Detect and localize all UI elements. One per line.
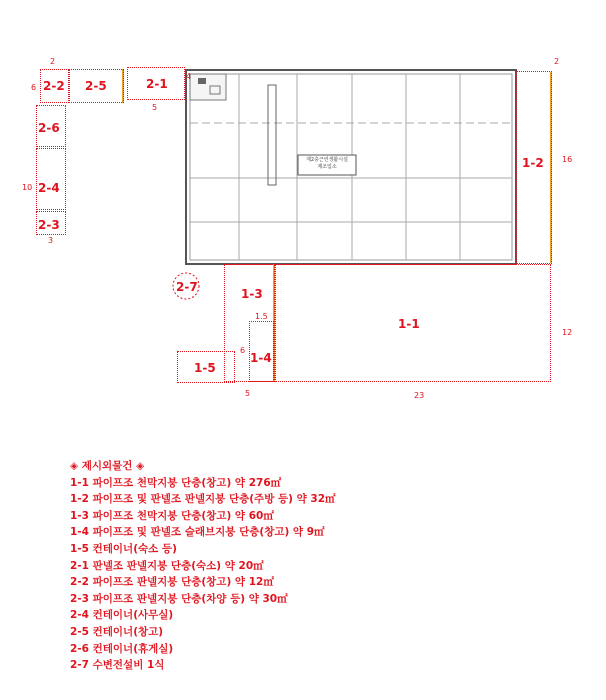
legend-item: 2-2 파이프조 판넬지붕 단층(창고) 약 12㎡ xyxy=(70,576,274,589)
dim-2-top-left: 2 xyxy=(50,57,56,66)
building-sign-line1: 제2층근린생활시설 xyxy=(306,157,348,163)
legend-item: 2-3 파이프조 판넬지붕 단층(차양 등) 약 30㎡ xyxy=(70,592,288,605)
zone-label-2-7: 2-7 xyxy=(176,280,198,294)
dim-4: 4 xyxy=(186,72,192,81)
building-spine xyxy=(268,85,276,185)
dim-3: 3 xyxy=(48,236,54,245)
legend-item: 2-7 수변전설비 1식 xyxy=(70,659,165,672)
zone-label-1-3: 1-3 xyxy=(241,287,263,301)
zone-label-2-6: 2-6 xyxy=(38,121,60,135)
zone-label-2-4: 2-4 xyxy=(38,181,60,195)
legend-item: 1-3 파이프조 천막지붕 단층(창고) 약 60㎡ xyxy=(70,509,274,522)
legend xyxy=(70,458,336,674)
zone-label-1-4: 1-4 xyxy=(250,351,272,365)
zone-2-4-box xyxy=(36,148,66,210)
dim-12: 12 xyxy=(562,328,573,337)
dim-5-bottom: 5 xyxy=(245,389,251,398)
zone-label-1-2: 1-2 xyxy=(522,156,544,170)
zone-label-2-5: 2-5 xyxy=(85,79,107,93)
dim-10: 10 xyxy=(22,183,33,192)
building-sign-line2: 제조업소 xyxy=(317,164,337,170)
legend-item: 1-4 파이프조 및 판넬조 슬래브지붕 단층(창고) 약 9㎡ xyxy=(70,526,325,539)
dim-23: 23 xyxy=(414,391,425,400)
dim-6-mid: 6 xyxy=(240,346,246,355)
legend-item: 2-4 컨테이너(사무실) xyxy=(70,609,174,622)
corner-room xyxy=(190,74,226,100)
legend-item: 1-2 파이프조 및 판넬조 판넬지붕 단층(주방 등) 약 32㎡ xyxy=(70,493,336,506)
legend-item: 2-6 컨테이너(휴게실) xyxy=(70,642,174,655)
building-sign xyxy=(298,157,356,171)
legend-item: 1-5 컨테이너(숙소 등) xyxy=(70,542,177,555)
zone-label-2-3: 2-3 xyxy=(38,218,60,232)
legend-item: 1-1 파이프조 천막지붕 단층(창고) 약 276㎡ xyxy=(70,476,282,489)
zone-label-1-1: 1-1 xyxy=(398,317,420,331)
dim-16: 16 xyxy=(562,155,573,164)
legend-item: 2-1 판넬조 판넬지붕 단층(숙소) 약 20㎡ xyxy=(70,559,264,572)
legend-item: 2-5 컨테이너(창고) xyxy=(70,625,164,638)
zone-label-2-1: 2-1 xyxy=(146,77,168,91)
dim-2-top-right: 2 xyxy=(554,57,560,66)
zone-label-1-5: 1-5 xyxy=(194,361,216,375)
dim-6-left: 6 xyxy=(31,83,37,92)
zone-label-2-2: 2-2 xyxy=(43,79,65,93)
dim-1-5: 1.5 xyxy=(255,312,268,321)
dim-5-top: 5 xyxy=(152,103,158,112)
legend-title: ◈ 제시외물건 ◈ xyxy=(70,460,145,472)
